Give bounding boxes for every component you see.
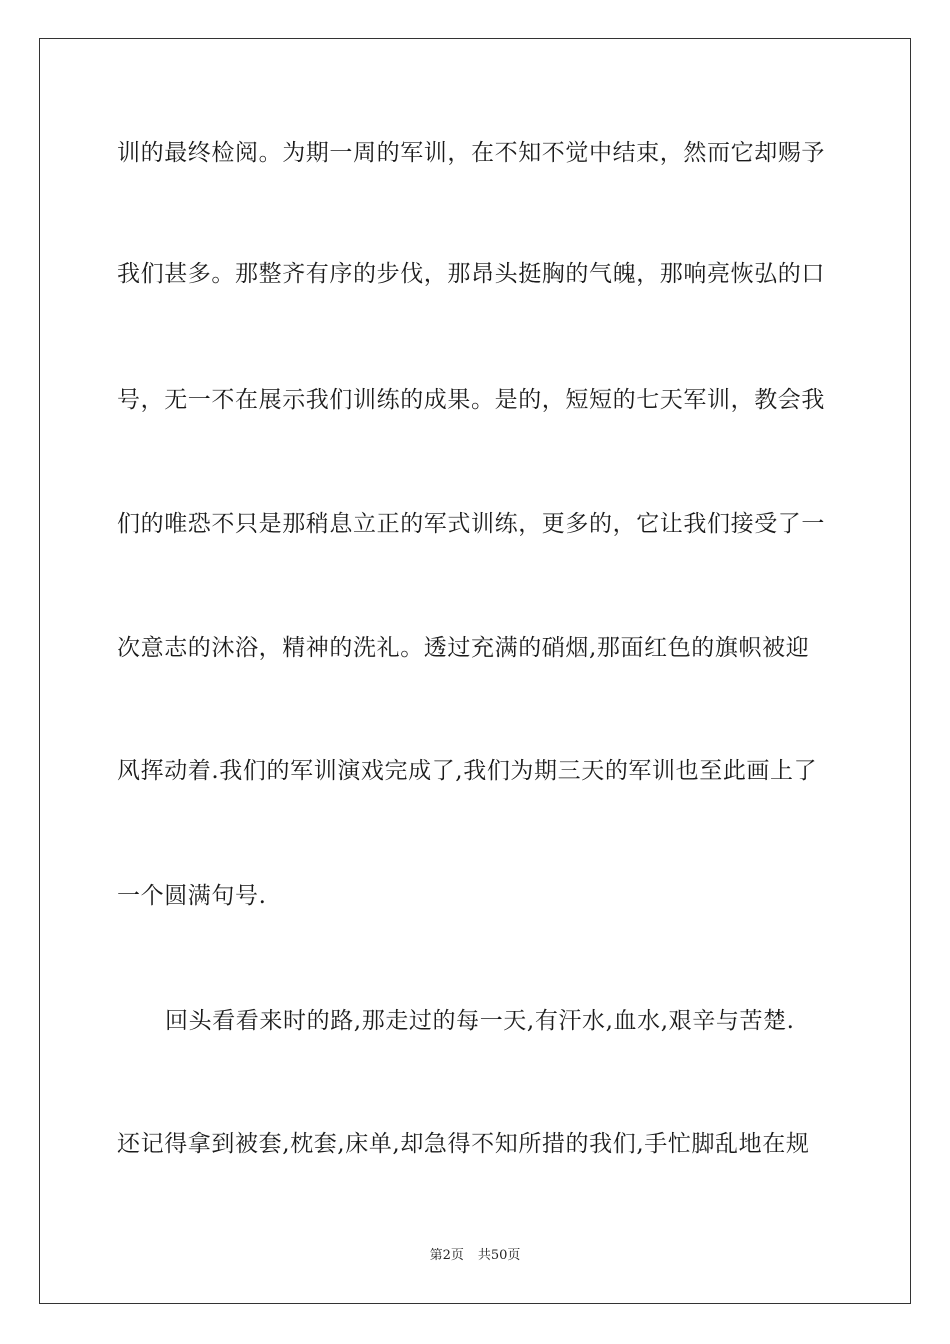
text-line: 风挥动着.我们的军训演戏完成了,我们为期三天的军训也至此画上了 xyxy=(117,758,818,784)
text-line: 一个圆满句号. xyxy=(117,883,267,909)
page-footer xyxy=(0,1247,950,1265)
text-line: 还记得拿到被套,枕套,床单,却急得不知所措的我们,手忙脚乱地在规 xyxy=(117,1131,810,1157)
text-line: 训的最终检阅。为期一周的军训，在不知不觉中结束，然而它却赐予 xyxy=(117,140,825,166)
text-line: 次意志的沐浴，精神的洗礼。透过充满的硝烟,那面红色的旗帜被迎 xyxy=(117,635,810,661)
text-line: 我们甚多。那整齐有序的步伐，那昂头挺胸的气魄，那响亮恢弘的口 xyxy=(117,261,825,287)
page-border xyxy=(39,38,911,1304)
text-line: 们的唯恐不只是那稍息立正的军式训练，更多的，它让我们接受了一 xyxy=(117,511,825,537)
text-line: 号，无一不在展示我们训练的成果。是的，短短的七天军训，教会我 xyxy=(117,387,825,413)
page-number: 第2页 xyxy=(429,1248,464,1263)
page-total: 共50页 xyxy=(477,1248,521,1263)
paragraph-start-line: 回头看看来时的路,那走过的每一天,有汗水,血水,艰辛与苦楚. xyxy=(165,1008,795,1034)
